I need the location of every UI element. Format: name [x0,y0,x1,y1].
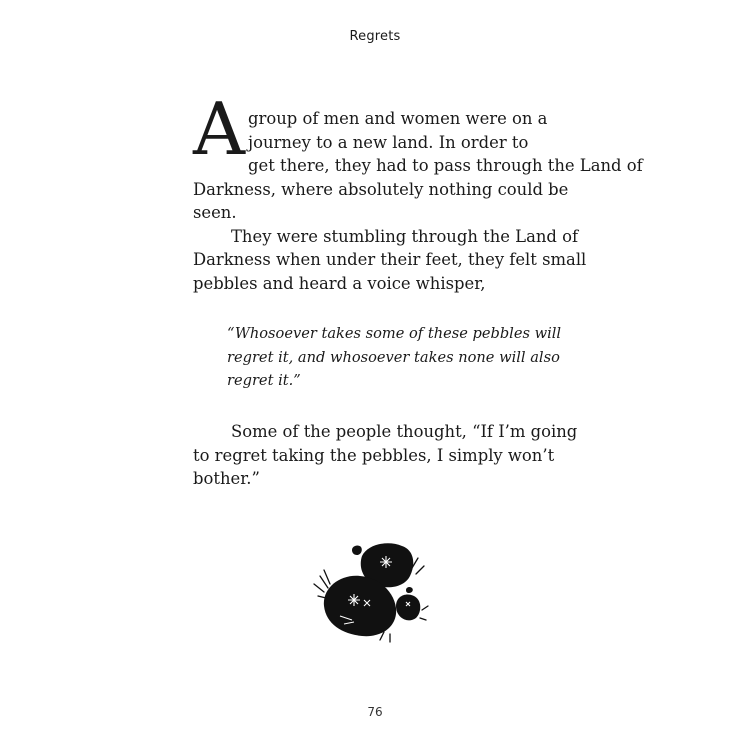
text-line: Darkness when under their feet, they felt small [193,250,587,269]
text-line: bother.” [193,469,260,488]
text-line: They were stumbling through the Land of [231,226,579,246]
text-line: get there, they had to pass through the Land of [248,156,643,175]
quote-line: regret it.” [227,372,301,389]
paragraph-1 [193,87,643,295]
text-line: Darkness, where absolutely nothing could be [193,179,569,199]
page-number: 76 [367,705,383,719]
paragraph-3 [193,420,578,491]
paragraph-2 [193,225,587,296]
running-head: Regrets [349,29,401,44]
text-line: seen. [193,203,237,222]
text-line: to regret taking the pebbles, I simply won’t [193,445,555,465]
text-line: group of men and women were on a [248,109,548,128]
quote-line: regret it, and whosoever takes none will also [227,348,560,366]
drop-cap: A [193,87,245,171]
text-line: journey to a new land. In order to [248,132,529,152]
quote-line: “Whosoever takes some of these pebbles will [227,325,562,342]
whisper-quote [227,322,562,393]
text-line: Some of the people thought, “If I’m going [231,422,578,441]
pebbles-icon [310,536,440,646]
text-line: pebbles and heard a voice whisper, [193,273,486,293]
